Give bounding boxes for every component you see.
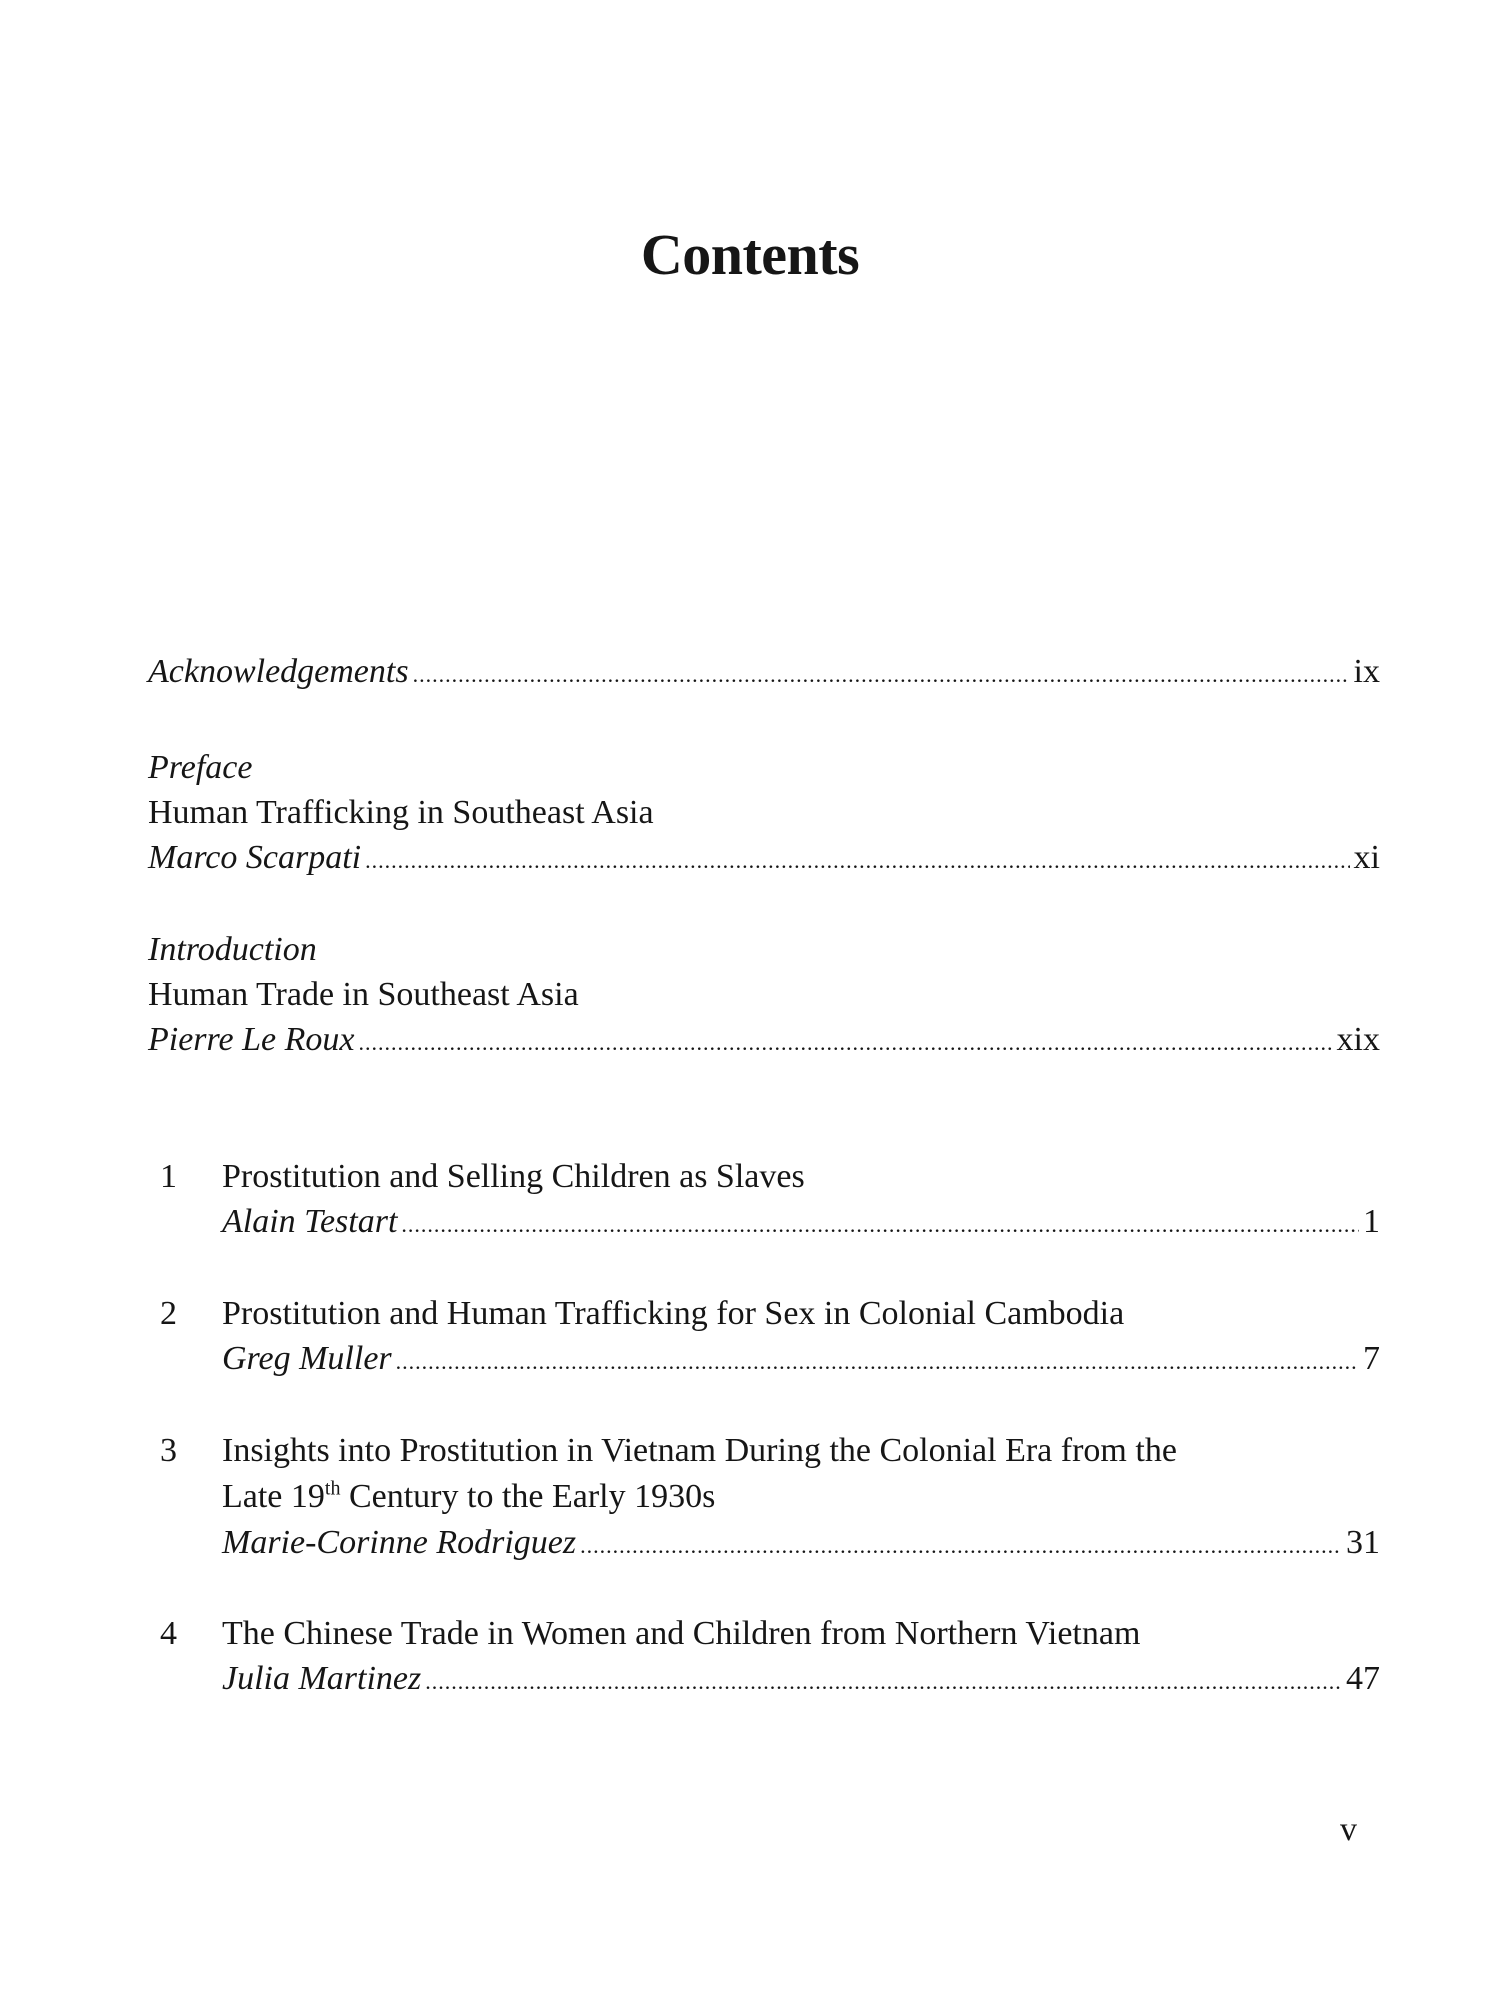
chapter-title: The Chinese Trade in Women and Children from Northern Vietnam <box>222 1615 1141 1652</box>
chapter-author: Alain Testart <box>222 1203 398 1240</box>
chapter-author: Greg Muller <box>222 1340 392 1377</box>
toc-entry-chapter-2 <box>222 1337 1380 1384</box>
entry-page: xi <box>1353 839 1380 876</box>
entry-page: ix <box>1353 653 1380 690</box>
chapter-number: 4 <box>160 1615 177 1652</box>
section-label-introduction: Introduction <box>148 931 317 968</box>
chapter-title-line-2 <box>222 1475 715 1519</box>
dot-leader <box>365 839 1349 883</box>
ordinal-superscript: th <box>324 1477 341 1500</box>
chapter-title: Prostitution and Selling Children as Slaves <box>222 1158 805 1195</box>
toc-entry-preface <box>148 836 1380 883</box>
page-folio: v <box>1340 1811 1357 1848</box>
chapter-number: 3 <box>160 1432 177 1469</box>
section-label-preface: Preface <box>148 749 253 786</box>
chapter-page: 1 <box>1363 1203 1380 1240</box>
toc-entry-chapter-4 <box>222 1657 1380 1704</box>
chapter-author: Marie-Corinne Rodriguez <box>222 1524 577 1561</box>
chapter-page: 47 <box>1346 1660 1380 1697</box>
entry-page: xix <box>1336 1021 1380 1058</box>
toc-entry-introduction <box>148 1018 1380 1065</box>
dot-leader <box>401 1203 1359 1247</box>
entry-author: Marco Scarpati <box>148 839 362 876</box>
toc-entry-chapter-3 <box>222 1521 1380 1568</box>
chapter-number: 1 <box>160 1158 177 1195</box>
chapter-page: 7 <box>1363 1340 1380 1377</box>
chapter-author: Julia Martinez <box>222 1660 422 1697</box>
entry-label: Acknowledgements <box>148 653 409 690</box>
chapter-number: 2 <box>160 1295 177 1332</box>
toc-entry-acknowledgements <box>148 650 1380 697</box>
dot-leader <box>396 1340 1359 1384</box>
dot-leader <box>580 1524 1342 1568</box>
chapter-title: Prostitution and Human Trafficking for Sex in Colonial Cambodia <box>222 1295 1125 1332</box>
page-title: Contents <box>640 222 860 287</box>
title-part: Century to the Early 1930s <box>340 1478 716 1515</box>
chapter-page: 31 <box>1346 1524 1380 1561</box>
dot-leader <box>358 1021 1332 1065</box>
dot-leader <box>413 653 1350 697</box>
toc-entry-chapter-1 <box>222 1200 1380 1247</box>
entry-title-preface: Human Trafficking in Southeast Asia <box>148 794 654 831</box>
chapter-title-line-1: Insights into Prostitution in Vietnam During the Colonial Era from the <box>222 1432 1177 1469</box>
entry-author: Pierre Le Roux <box>148 1021 355 1058</box>
entry-title-introduction: Human Trade in Southeast Asia <box>148 976 579 1013</box>
title-part: Late 19 <box>222 1478 325 1515</box>
dot-leader <box>425 1660 1342 1704</box>
